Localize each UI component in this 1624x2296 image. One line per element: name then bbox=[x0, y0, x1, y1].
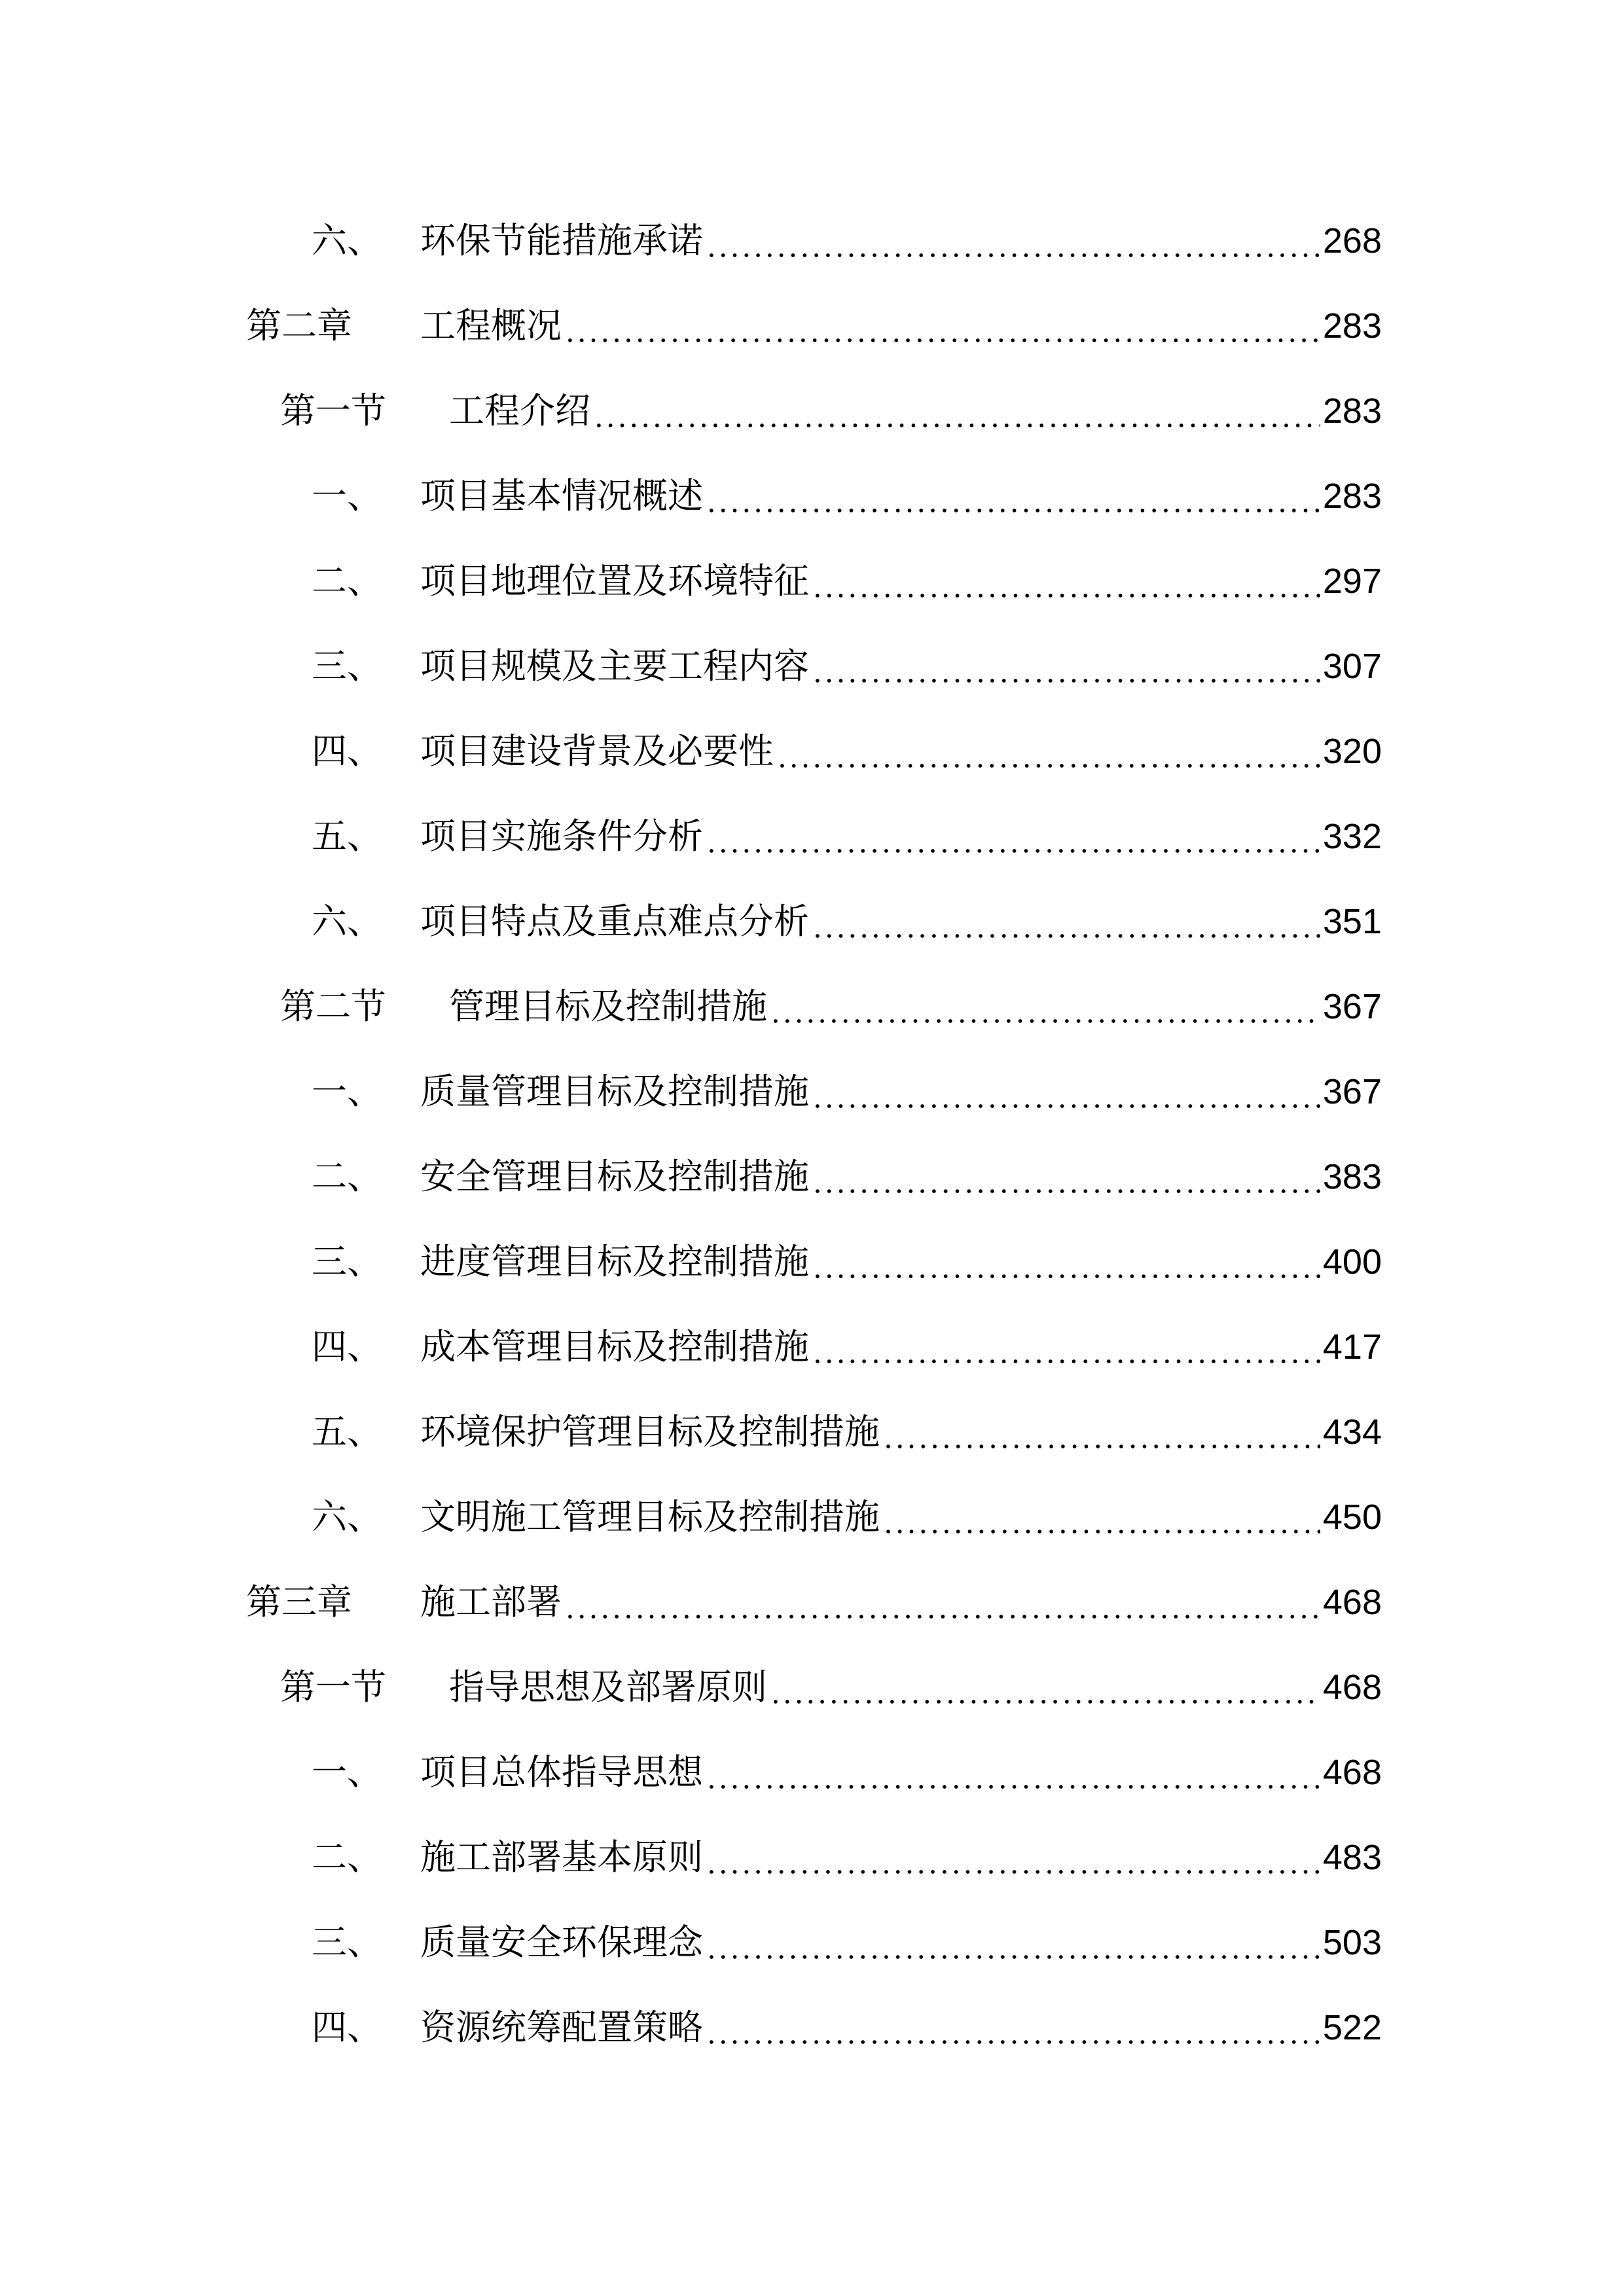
toc-entry-page: 297 bbox=[1322, 562, 1382, 601]
toc-entry-title: 项目实施条件分析 bbox=[420, 816, 703, 857]
dot-leader bbox=[706, 470, 1320, 522]
toc-entry-number: 二、 bbox=[312, 1156, 382, 1197]
toc-entry-number: 一、 bbox=[312, 1071, 382, 1112]
toc-entry[interactable] bbox=[312, 1151, 1382, 1203]
toc-entry-title: 工程概况 bbox=[420, 305, 562, 346]
toc-entry[interactable] bbox=[246, 1576, 1382, 1628]
dot-leader bbox=[812, 895, 1320, 948]
toc-entry-number: 第一节 bbox=[280, 390, 386, 431]
toc-entry-page: 332 bbox=[1322, 817, 1382, 856]
toc-entry-number: 五、 bbox=[312, 1411, 382, 1452]
toc-entry-number: 第二章 bbox=[246, 305, 352, 346]
toc-entry-page: 522 bbox=[1322, 2008, 1382, 2047]
toc-entry-page: 307 bbox=[1322, 647, 1382, 686]
toc-entry-title: 环境保护管理目标及控制措施 bbox=[420, 1411, 880, 1452]
toc-entry-number: 三、 bbox=[312, 1241, 382, 1282]
toc-entry-page: 268 bbox=[1322, 221, 1382, 260]
toc-entry-page: 468 bbox=[1322, 1583, 1382, 1622]
toc-entry[interactable] bbox=[312, 555, 1382, 607]
toc-entry[interactable] bbox=[312, 1916, 1382, 1969]
toc-entry-title: 安全管理目标及控制措施 bbox=[420, 1156, 809, 1197]
dot-leader bbox=[812, 1151, 1320, 1203]
dot-leader bbox=[882, 1491, 1320, 1543]
toc-entry-page: 450 bbox=[1322, 1498, 1382, 1537]
dot-leader bbox=[812, 640, 1320, 692]
toc-entry-number: 三、 bbox=[312, 645, 382, 687]
toc-entry[interactable] bbox=[312, 470, 1382, 522]
toc-entry-page: 351 bbox=[1322, 902, 1382, 941]
toc-entry-title: 施工部署 bbox=[420, 1581, 562, 1623]
toc-entry-title: 文明施工管理目标及控制措施 bbox=[420, 1496, 880, 1537]
toc-entry[interactable] bbox=[312, 895, 1382, 948]
toc-entry-page: 283 bbox=[1322, 306, 1382, 346]
toc-entry[interactable] bbox=[280, 1661, 1382, 1713]
toc-entry-page: 367 bbox=[1322, 1072, 1382, 1111]
dot-leader bbox=[812, 1236, 1320, 1288]
toc-entry-page: 468 bbox=[1322, 1668, 1382, 1707]
dot-leader bbox=[706, 810, 1320, 863]
toc-entry-number: 三、 bbox=[312, 1922, 382, 1963]
toc-entry-title: 成本管理目标及控制措施 bbox=[420, 1326, 809, 1367]
dot-leader bbox=[706, 1746, 1320, 1799]
toc-entry-title: 施工部署基本原则 bbox=[420, 1837, 703, 1878]
toc-entry-title: 项目总体指导思想 bbox=[420, 1751, 703, 1793]
dot-leader bbox=[706, 2001, 1320, 2054]
dot-leader bbox=[706, 215, 1320, 267]
toc-entry[interactable] bbox=[312, 1491, 1382, 1543]
dot-leader bbox=[776, 725, 1320, 778]
toc-entry-number: 一、 bbox=[312, 475, 382, 516]
toc-entry-title: 工程介绍 bbox=[449, 390, 590, 431]
toc-entry[interactable] bbox=[312, 1066, 1382, 1118]
toc-entry-number: 第三章 bbox=[246, 1581, 352, 1623]
toc-entry-page: 283 bbox=[1322, 476, 1382, 516]
toc-entry-page: 383 bbox=[1322, 1157, 1382, 1196]
dot-leader bbox=[564, 1576, 1320, 1628]
toc-entry-title: 项目建设背景及必要性 bbox=[420, 730, 774, 772]
toc-entry-page: 400 bbox=[1322, 1242, 1382, 1282]
toc-entry-number: 四、 bbox=[312, 730, 382, 772]
toc-entry-page: 320 bbox=[1322, 732, 1382, 771]
toc-entry-number: 第二节 bbox=[280, 986, 386, 1027]
dot-leader bbox=[882, 1406, 1320, 1458]
toc-entry-page: 283 bbox=[1322, 391, 1382, 431]
toc-entry-title: 指导思想及部署原则 bbox=[449, 1666, 767, 1708]
dot-leader bbox=[812, 1066, 1320, 1118]
toc-entry[interactable] bbox=[312, 1406, 1382, 1458]
toc-entry-title: 环保节能措施承诺 bbox=[420, 220, 703, 261]
toc-entry[interactable] bbox=[312, 640, 1382, 692]
dot-leader bbox=[564, 300, 1320, 352]
toc-entry-title: 项目特点及重点难点分析 bbox=[420, 901, 809, 942]
toc-entry-number: 六、 bbox=[312, 901, 382, 942]
toc-entry[interactable] bbox=[312, 215, 1382, 267]
toc-entry[interactable] bbox=[312, 1746, 1382, 1799]
toc-entry-title: 项目规模及主要工程内容 bbox=[420, 645, 809, 687]
toc-entry[interactable] bbox=[280, 385, 1382, 437]
dot-leader bbox=[593, 385, 1320, 437]
toc-entry-title: 管理目标及控制措施 bbox=[449, 986, 767, 1027]
toc-entry[interactable] bbox=[246, 300, 1382, 352]
dot-leader bbox=[812, 1321, 1320, 1373]
toc-entry-title: 资源统筹配置策略 bbox=[420, 2007, 703, 2048]
toc-entry-page: 434 bbox=[1322, 1412, 1382, 1452]
toc-entry-number: 二、 bbox=[312, 560, 382, 601]
toc-entry-number: 六、 bbox=[312, 1496, 382, 1537]
toc-entry[interactable] bbox=[312, 1236, 1382, 1288]
toc-entry-title: 项目基本情况概述 bbox=[420, 475, 703, 516]
dot-leader bbox=[706, 1916, 1320, 1969]
toc-entry-number: 六、 bbox=[312, 220, 382, 261]
toc-entry-number: 第一节 bbox=[280, 1666, 386, 1708]
dot-leader bbox=[770, 1661, 1320, 1713]
toc-entry-page: 483 bbox=[1322, 1838, 1382, 1877]
toc-entry-number: 五、 bbox=[312, 816, 382, 857]
toc-entry-title: 质量安全环保理念 bbox=[420, 1922, 703, 1963]
toc-entry-title: 质量管理目标及控制措施 bbox=[420, 1071, 809, 1112]
toc-entry-title: 项目地理位置及环境特征 bbox=[420, 560, 809, 601]
toc-entry-page: 367 bbox=[1322, 987, 1382, 1026]
toc-entry-page: 503 bbox=[1322, 1923, 1382, 1962]
dot-leader bbox=[706, 1831, 1320, 1884]
toc-entry-number: 二、 bbox=[312, 1837, 382, 1878]
toc-entry-page: 468 bbox=[1322, 1753, 1382, 1792]
toc-entry-title: 进度管理目标及控制措施 bbox=[420, 1241, 809, 1282]
toc-entry[interactable] bbox=[312, 2001, 1382, 2054]
toc-entry-number: 四、 bbox=[312, 2007, 382, 2048]
toc-entry[interactable] bbox=[280, 980, 1382, 1033]
toc-entry-number: 四、 bbox=[312, 1326, 382, 1367]
toc-entry[interactable] bbox=[312, 1321, 1382, 1373]
toc-entry[interactable] bbox=[312, 1831, 1382, 1884]
toc-entry-page: 417 bbox=[1322, 1327, 1382, 1367]
toc-entry[interactable] bbox=[312, 810, 1382, 863]
toc-entry-number: 一、 bbox=[312, 1751, 382, 1793]
dot-leader bbox=[812, 555, 1320, 607]
dot-leader bbox=[770, 980, 1320, 1033]
toc-entry[interactable] bbox=[312, 725, 1382, 778]
